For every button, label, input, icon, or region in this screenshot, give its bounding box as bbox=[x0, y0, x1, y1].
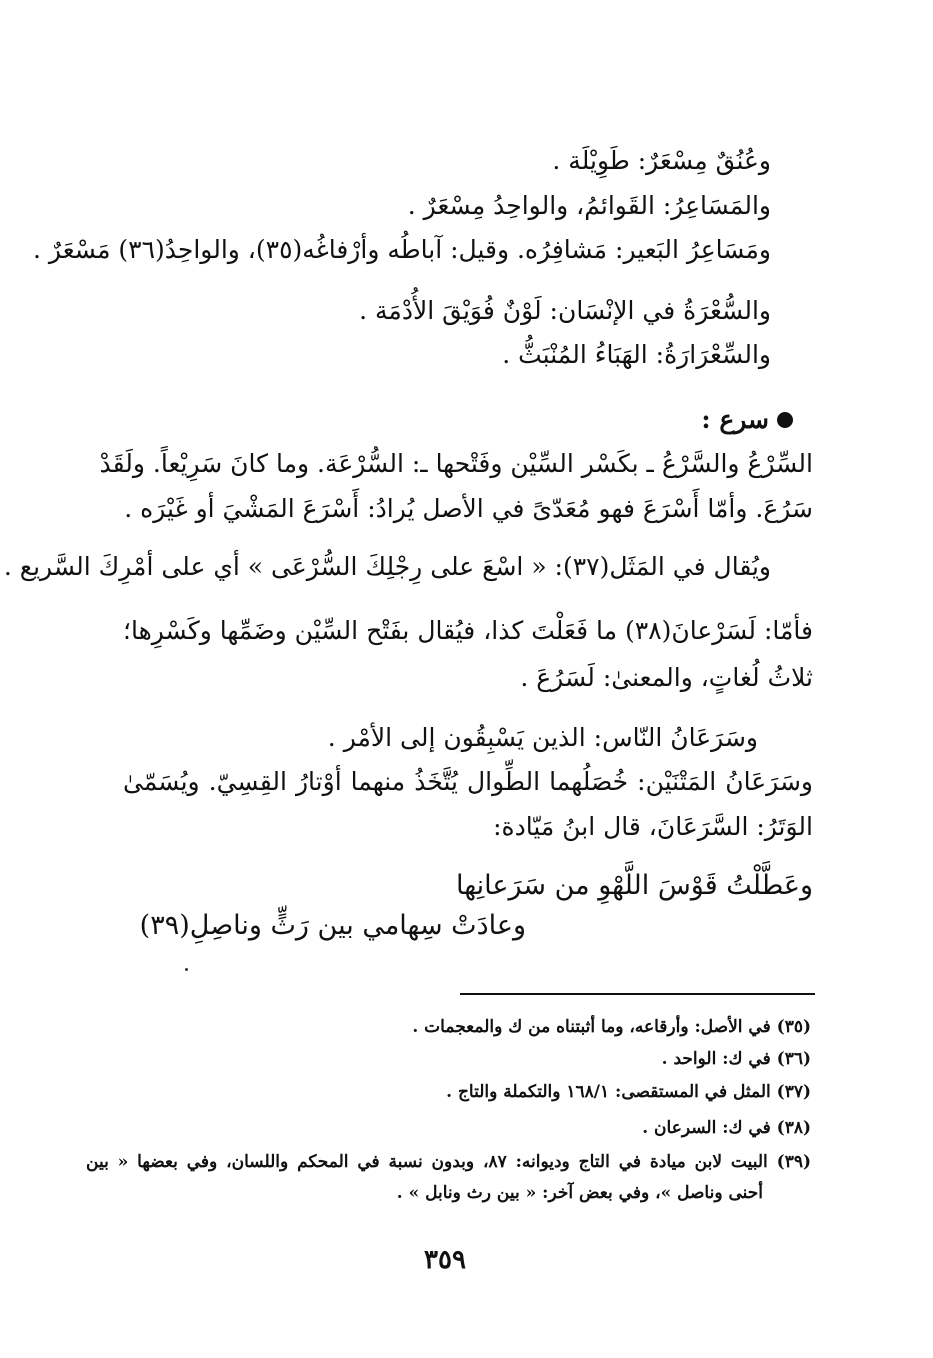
entry-line-human: والسُّعْرَةُ في الإنْسَان: لَوْنٌ فُوَيْقَ الأُدْمَة . bbox=[359, 296, 771, 325]
paragraph-line: وسَرَعَانُ المَتْنَيْن: خُصَلُهما الطِّوال يُتَّخَذُ منهما أوْتارُ القِسِيّ. ويُسَمّىٰ bbox=[123, 767, 813, 796]
footnote: (٣٨) في ك: السرعان . bbox=[642, 1118, 811, 1138]
entry-line-dust: والسِّعْرَارَةُ: الهَبَاءُ المُنْبَثُّ . bbox=[502, 340, 771, 369]
paragraph-line: الوَتَرُ: السَّرَعَانَ، قال ابنُ مَيّادة: bbox=[493, 812, 813, 841]
entry-line-neck: وعُنُقٌ مِسْعَرٌ: طَوِيْلَة . bbox=[552, 146, 771, 175]
paragraph-line: فأمّا: لَسَرْعانَ(٣٨) ما فَعَلْتَ كذا، فيُقال بفَتْح السِّيْن وضَمِّها وكَسْرِها؛ bbox=[123, 616, 813, 645]
page-number: ٣٥٩ bbox=[424, 1245, 466, 1275]
verse-line: وعَطَّلْتُ قَوْسَ اللَّهْوِ من سَرَعانِها bbox=[455, 870, 813, 901]
proverb-line: ويُقال في المَثَل(٣٧): « اسْعَ على رِجْلِكَ السُّرْعَى » أي على أمْرِكَ السَّريع . bbox=[3, 552, 771, 581]
footnote-rule bbox=[460, 993, 815, 995]
speck bbox=[185, 968, 188, 971]
entry-line-camel: ومَسَاعِرُ البَعير: مَشافِرُه. وقيل: آباطُه وأرْفاغُه(٣٥)، والواحِدُ(٣٦) مَسْعَرٌ . bbox=[33, 235, 771, 264]
paragraph-line: سَرُعَ. وأمّا أَسْرَعَ فهو مُعَدّىً في الأصل يُرادُ: أَسْرَعَ المَشْيَ أو غَيْرَه . bbox=[124, 494, 813, 523]
entry-heading-row bbox=[701, 402, 793, 438]
footnote: (٣٥) في الأصل: وأرقاعه، وما أثبتناه من ك والمعجمات . bbox=[412, 1017, 811, 1037]
paragraph-line: وسَرَعَانُ النّاس: الذين يَسْبِقُون إلى الأمْر . bbox=[327, 723, 758, 752]
footnote: (٣٩) البيت لابن ميادة في التاج وديوانه: ٨٧، وبدون نسبة في المحكم واللسان، وفي بعضها « بين bbox=[86, 1152, 811, 1172]
entry-line-legs: والمَسَاعِرُ: القَوائمُ، والواحِدُ مِسْعَرٌ . bbox=[407, 191, 771, 220]
footnote: (٣٦) في ك: الواحد . bbox=[661, 1049, 811, 1069]
paragraph-line: السِّرْعُ والسَّرْعُ ـ بكَسْر السِّيْن وفَتْحها ـ: السُّرْعَة. وما كانَ سَرِيْعاً. ولَقَدْ bbox=[99, 449, 813, 478]
footnote: أحنى وناصل »، وفي بعض آخر: « بين رث ونابل » . bbox=[396, 1183, 763, 1203]
footnote: (٣٧) المثل في المستقصى: ١٦٨/١ والتكملة والتاج . bbox=[446, 1082, 811, 1102]
verse-line: وعادَتْ سِهامي بين رَثٍّ وناصِلِ(٣٩) bbox=[139, 910, 526, 941]
bullet-icon bbox=[777, 412, 793, 428]
paragraph-line: ثلاثُ لُغاتٍ، والمعنىٰ: لَسَرُعَ . bbox=[520, 663, 813, 692]
entry-heading: سرع : bbox=[701, 405, 769, 434]
